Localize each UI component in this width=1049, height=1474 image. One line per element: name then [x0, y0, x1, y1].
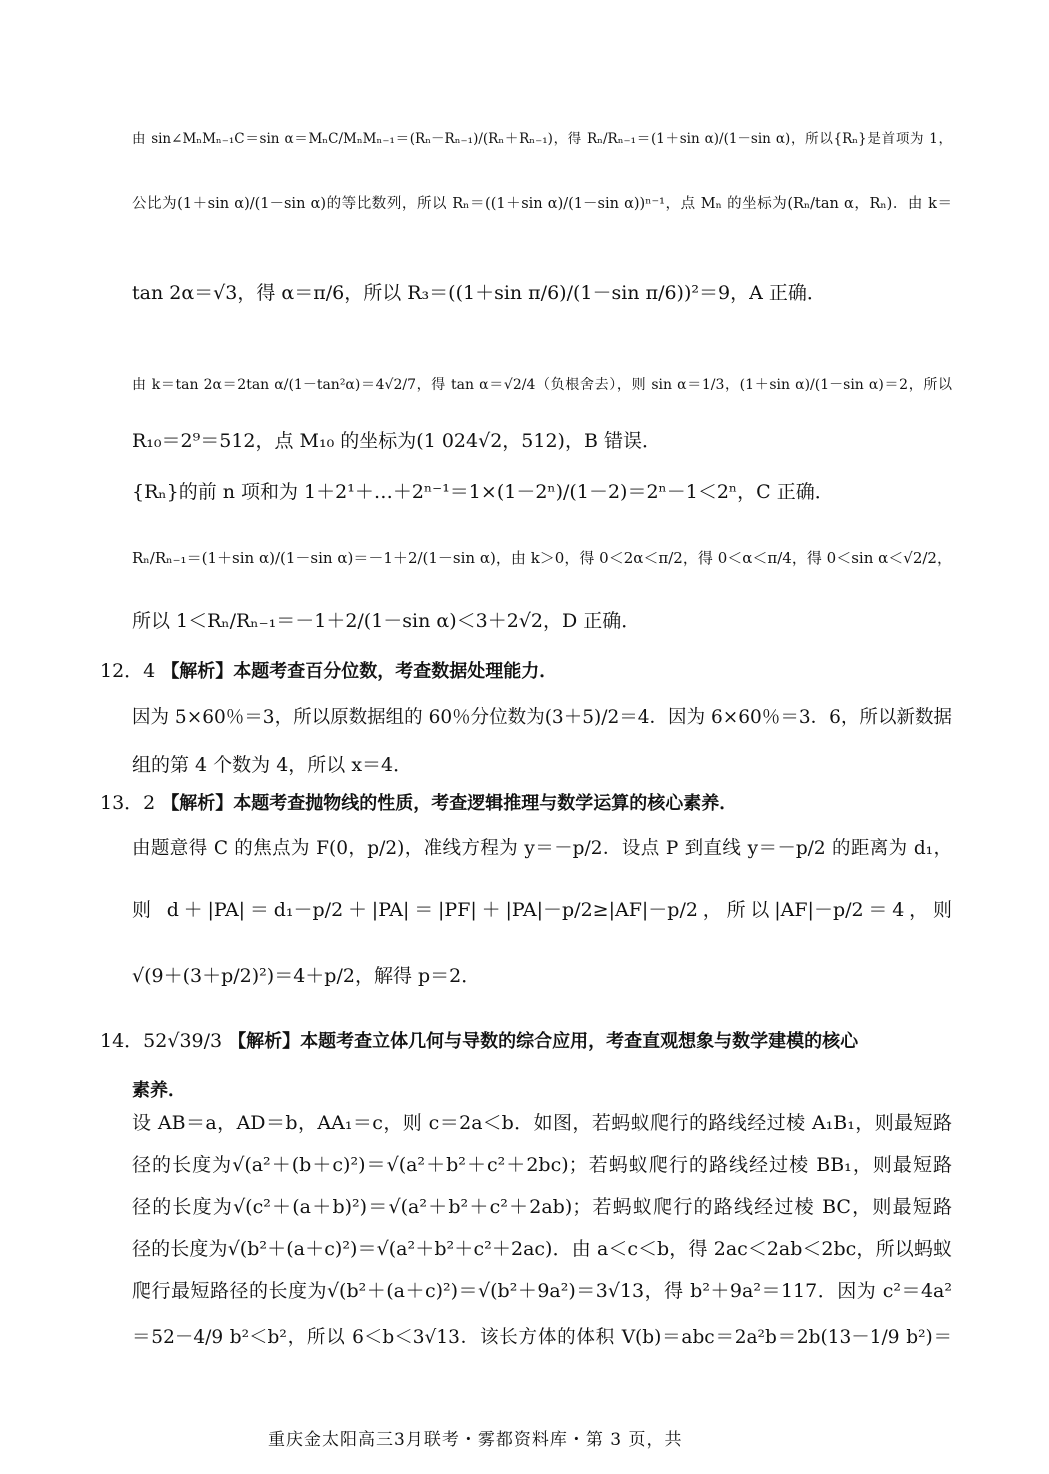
q14-title: 【解析】本题考查立体几何与导数的综合应用，考查直观想象与数学建模的核心	[228, 1031, 859, 1052]
q14-heading	[100, 1028, 950, 1055]
footer-fade-overlay	[712, 1420, 772, 1456]
q13-number: 13．2	[100, 792, 156, 814]
text-line: 径的长度为√(b²＋(a＋c)²)＝√(a²＋b²＋c²＋2ac)．由 a＜c＜b，得 2ac＜2ab＜2bc，所以蚂蚁	[132, 1238, 952, 1260]
text-line: 所以 1＜Rₙ/Rₙ₋₁＝－1＋2/(1－sin α)＜3＋2√2，D 正确．	[132, 610, 641, 632]
q13-title: 【解析】本题考查抛物线的性质，考查逻辑推理与数学运算的核心素养．	[161, 793, 738, 814]
q14-heading-cont	[132, 1077, 982, 1104]
text-line: 爬行最短路径的长度为√(b²＋(a＋c)²)＝√(b²＋9a²)＝3√13，得 b²＋9a²＝117．因为 c²＝4a²	[132, 1280, 952, 1302]
text-line: ＝52－4/9 b²＜b²，所以 6＜b＜3√13．该长方体的体积 V(b)＝abc＝2a²b＝2b(13－1/9 b²)＝	[132, 1327, 952, 1348]
q14-title-cont: 素养．	[132, 1080, 186, 1101]
text-line: {Rₙ}的前 n 项和为 1＋2¹＋…＋2ⁿ⁻¹＝1×(1－2ⁿ)/(1－2)＝2ⁿ－1＜2ⁿ，C 正确．	[132, 481, 834, 503]
text-line: 由 sin∠MₙMₙ₋₁C＝sin α＝MₙC/MₙMₙ₋₁＝(Rₙ－Rₙ₋₁)/(Rₙ＋Rₙ₋₁)，得 Rₙ/Rₙ₋₁＝(1＋sin α)/(1－sin α)，所以{Rₙ}是首项为 1，	[132, 131, 952, 147]
q12-number: 12．4	[100, 660, 156, 682]
text-line: 由 k＝tan 2α＝2tan α/(1－tan²α)＝4√2/7，得 tan α＝√2/4（负根舍去），则 sin α＝1/3，(1＋sin α)/(1－sin α)＝2，所以	[132, 377, 952, 393]
q13-heading	[100, 790, 950, 817]
text-line: 组的第 4 个数为 4，所以 x＝4．	[132, 754, 413, 776]
text-line: 则 d＋|PA|＝d₁－p/2＋|PA|＝|PF|＋|PA|－p/2≥|AF|－p/2，所以|AF|－p/2＝4，则	[132, 899, 952, 921]
page-footer: 重庆金太阳高三3月联考・雾都资料库・第 3 页，共	[268, 1430, 683, 1450]
q12-heading	[100, 658, 950, 685]
text-line: 因为 5×60％＝3，所以原数据组的 60％分位数为(3＋5)/2＝4．因为 6×60％＝3．6，所以新数据	[132, 707, 952, 728]
q14-number: 14．52√39/3	[100, 1030, 223, 1052]
text-line: 设 AB＝a，AD＝b，AA₁＝c，则 c＝2a＜b．如图，若蚂蚁爬行的路线经过棱 A₁B₁，则最短路	[132, 1112, 952, 1134]
q12-title: 【解析】本题考查百分位数，考查数据处理能力．	[161, 661, 558, 682]
text-line: tan 2α＝√3，得 α＝π/6，所以 R₃＝((1＋sin π/6)/(1－sin π/6))²＝9，A 正确．	[132, 282, 826, 304]
text-line: 由题意得 C 的焦点为 F(0，p/2)，准线方程为 y＝－p/2．设点 P 到直线 y＝－p/2 的距离为 d₁，	[132, 838, 952, 859]
text-line: 公比为(1＋sin α)/(1－sin α)的等比数列，所以 Rₙ＝((1＋sin α)/(1－sin α))ⁿ⁻¹，点 Mₙ 的坐标为(Rₙ/tan α，Rₙ)．由 k＝	[132, 196, 952, 212]
text-line: R₁₀＝2⁹＝512，点 M₁₀ 的坐标为(1 024√2，512)，B 错误．	[132, 430, 661, 452]
text-line: 径的长度为√(c²＋(a＋b)²)＝√(a²＋b²＋c²＋2ab)；若蚂蚁爬行的路线经过棱 BC，则最短路	[132, 1196, 952, 1218]
text-line: 径的长度为√(a²＋(b＋c)²)＝√(a²＋b²＋c²＋2bc)；若蚂蚁爬行的路线经过棱 BB₁，则最短路	[132, 1154, 952, 1176]
text-line: Rₙ/Rₙ₋₁＝(1＋sin α)/(1－sin α)＝－1＋2/(1－sin α)，由 k＞0，得 0＜2α＜π/2，得 0＜α＜π/4，得 0＜sin α＜√2/2，	[132, 549, 952, 567]
text-line: √(9＋(3＋p/2)²)＝4＋p/2，解得 p＝2．	[132, 965, 481, 987]
